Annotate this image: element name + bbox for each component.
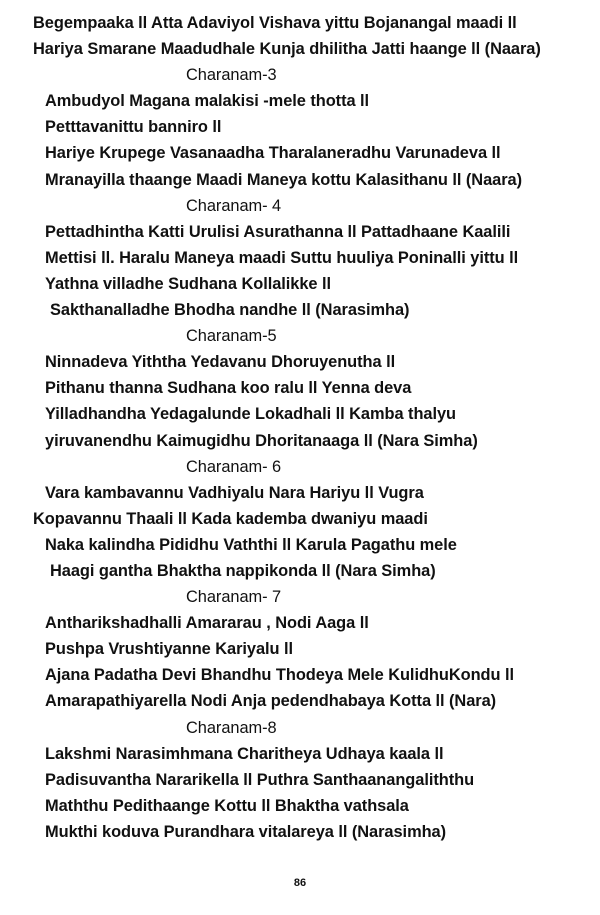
charanam-heading: Charanam-3 xyxy=(186,66,277,85)
verse-line: Naka kalindha Pididhu Vaththi ll Karula Pagathu mele xyxy=(45,535,457,554)
verse-line: yiruvanendhu Kaimugidhu Dhoritanaaga ll (Nara Simha) xyxy=(45,431,478,450)
page-number: 86 xyxy=(293,877,307,889)
verse-line: Amarapathiyarella Nodi Anja pedendhabaya Kotta ll (Nara) xyxy=(45,692,497,711)
verse-line: Kopavannu Thaali ll Kada kademba dwaniyu maadi xyxy=(33,509,428,528)
verse-line: Ambudyol Magana malakisi -mele thotta ll xyxy=(45,92,370,111)
verse-line: Pithanu thanna Sudhana koo ralu ll Yenna deva xyxy=(45,379,412,398)
verse-line: Hariya Smarane Maadudhale Kunja dhilitha Jatti haange ll (Naara) xyxy=(33,40,541,59)
verse-line: Pettadhintha Katti Urulisi Asurathanna ll Pattadhaane Kaalili xyxy=(45,222,511,241)
verse-line: Haagi gantha Bhaktha nappikonda ll (Nara Simha) xyxy=(50,561,436,580)
verse-line: Petttavanittu banniro ll xyxy=(45,118,222,137)
verse-line: Ninnadeva Yiththa Yedavanu Dhoruyenutha ll xyxy=(45,353,396,372)
charanam-heading: Charanam- 7 xyxy=(186,588,282,607)
verse-line: Ajana Padatha Devi Bhandhu Thodeya Mele KulidhuKondu ll xyxy=(45,666,514,685)
verse-line: Mranayilla thaange Maadi Maneya kottu Kalasithanu ll (Naara) xyxy=(45,170,523,189)
verse-line: Yilladhandha Yedagalunde Lokadhali ll Kamba thalyu xyxy=(45,405,457,424)
charanam-heading: Charanam- 4 xyxy=(186,196,282,215)
verse-line: Maththu Pedithaange Kottu ll Bhaktha vathsala xyxy=(45,796,409,815)
verse-line: Mettisi ll. Haralu Maneya maadi Suttu huuliya Poninalli yittu ll xyxy=(45,248,519,267)
verse-line: Begempaaka ll Atta Adaviyol Vishava yittu Bojanangal maadi ll xyxy=(33,14,517,32)
charanam-heading: Charanam-5 xyxy=(186,327,277,346)
verse-line: Hariye Krupege Vasanaadha Tharalaneradhu Varunadeva ll xyxy=(45,144,501,163)
verse-line: Mukthi koduva Purandhara vitalareya ll (Narasimha) xyxy=(45,822,447,841)
verse-line: Sakthanalladhe Bhodha nandhe ll (Narasimha) xyxy=(50,301,410,320)
verse-line: Pushpa Vrushtiyanne Kariyalu ll xyxy=(45,640,294,659)
charanam-heading: Charanam-8 xyxy=(186,718,277,737)
verse-line: Vara kambavannu Vadhiyalu Nara Hariyu ll Vugra xyxy=(45,483,424,502)
verse-line: Yathna villadhe Sudhana Kollalikke ll xyxy=(45,274,331,293)
verse-line: Antharikshadhalli Amararau , Nodi Aaga ll xyxy=(45,614,369,633)
charanam-heading: Charanam- 6 xyxy=(186,457,282,476)
verse-line: Padisuvantha Nararikella ll Puthra Santhaanangaliththu xyxy=(45,770,475,789)
verse-line: Lakshmi Narasimhmana Charitheya Udhaya kaala ll xyxy=(45,744,444,763)
song-text xyxy=(0,10,600,845)
